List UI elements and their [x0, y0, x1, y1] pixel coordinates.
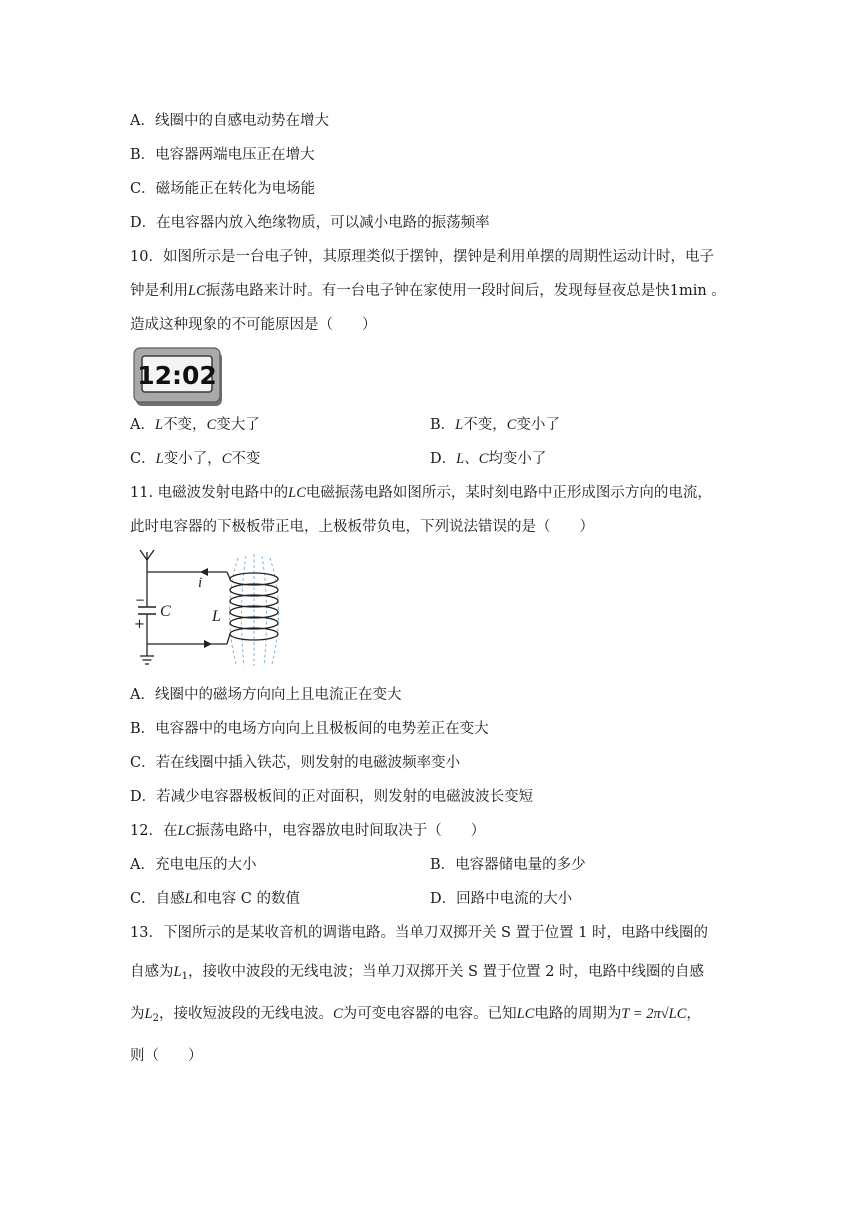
q11-option-c: C．若在线圈中插入铁芯，则发射的电磁波频率变小	[130, 755, 461, 771]
q10-option-d: D．L、C均变小了	[430, 451, 547, 467]
q11-option-b: B．电容器中的电场方向向上且极板间的电势差正在变大	[130, 721, 489, 737]
q10-stem-line3: 造成这种现象的不可能原因是（ ）	[130, 317, 377, 333]
q9-option-b: B．电容器两端电压正在增大	[130, 147, 315, 163]
q13-stem-line3: 为$L_2$，接收短波段的无线电波。C为可变电容器的电容。已知LC电路的周期为T = 2π√LC，	[130, 1006, 701, 1024]
q12-option-b: B．电容器储电量的多少	[430, 857, 586, 873]
q10-option-c: C．L变小了，C不变	[130, 451, 261, 467]
q13-stem-line1: 13．下图所示的是某收音机的调谐电路。当单刀双掷开关 S 置于位置 1 时，电路中线圈的	[130, 925, 709, 941]
q9-option-d: D．在电容器内放入绝缘物质，可以减小电路的振荡频率	[130, 215, 490, 231]
inductor-coil	[227, 572, 278, 644]
magnetic-field-lines	[229, 554, 278, 666]
svg-text:L: L	[212, 608, 221, 625]
q10-option-b: B．L不变，C变小了	[430, 417, 560, 433]
q12-option-a: A．充电电压的大小	[130, 857, 257, 873]
svg-text:i: i	[198, 575, 203, 591]
q11-stem-line1: 11. 电磁波发射电路中的LC电磁振荡电路如图所示，某时刻电路中正形成图示方向的电流，	[130, 485, 712, 501]
q9-option-a: A．线圈中的自感电动势在增大	[130, 113, 329, 129]
q11-option-a: A．线圈中的磁场方向向上且电流正在变大	[130, 687, 402, 703]
q11-stem-line2: 此时电容器的下极板带正电，上极板带负电，下列说法错误的是（ ）	[130, 519, 594, 535]
q11-option-d: D．若减少电容器极板间的正对面积，则发射的电磁波波长变短	[130, 789, 534, 805]
period-formula: T = 2π√LC	[621, 1006, 687, 1022]
q9-option-c: C．磁场能正在转化为电场能	[130, 181, 316, 197]
svg-text:+: +	[134, 617, 145, 632]
digital-clock-figure	[132, 346, 226, 408]
q10-stem-line1: 10．如图所示是一台电子钟，其原理类似于摆钟，摆钟是利用单摆的周期性运动计时，电子	[130, 249, 714, 265]
current-arrow-bottom	[204, 640, 212, 648]
svg-text:C: C	[160, 603, 171, 620]
q12-option-d: D．回路中电流的大小	[430, 891, 573, 907]
q12-option-c: C．自感L和电容 C 的数值	[130, 891, 300, 907]
q13-stem-line2: 自感为$L_1$，接收中波段的无线电波；当单刀双掷开关 S 置于位置 2 时，电路中线圈的自感	[130, 964, 705, 982]
q12-stem: 12．在LC振荡电路中，电容器放电时间取决于（ ）	[130, 823, 486, 839]
ground-icon	[140, 656, 154, 664]
q13-stem-line4: 则（ ）	[130, 1048, 203, 1064]
lc-circuit-figure	[126, 546, 286, 670]
q10-option-a: A．L不变，C变大了	[130, 417, 260, 433]
svg-text:−: −	[135, 593, 146, 607]
antenna-icon	[140, 550, 154, 572]
q10-stem-line2: 钟是利用LC振荡电路来计时。有一台电子钟在家使用一段时间后，发现每昼夜总是快1min 。	[130, 283, 726, 299]
clock-display-text: 12:02	[137, 361, 217, 390]
